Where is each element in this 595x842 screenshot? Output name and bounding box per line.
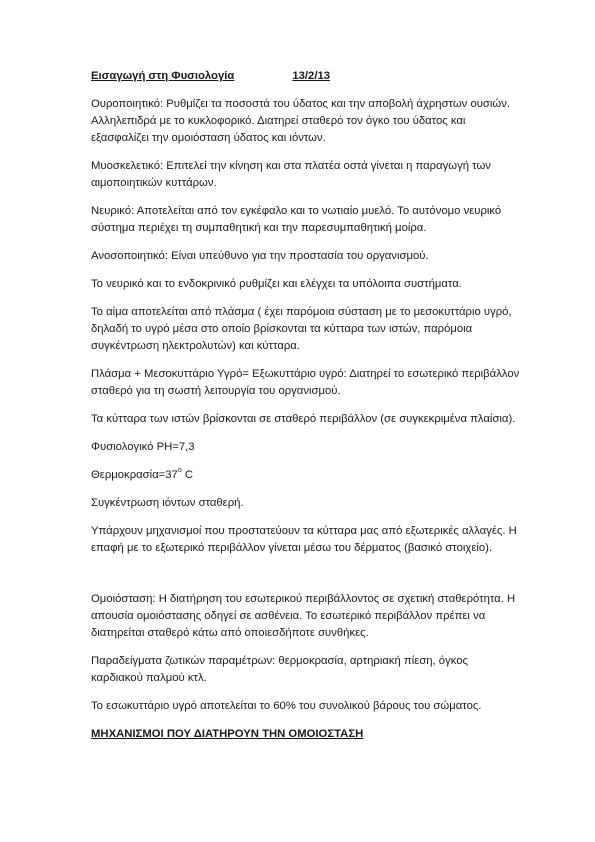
paragraph-vital-parameters: Παραδείγματα ζωτικών παραμέτρων: θερμοκρασία, αρτηριακή πίεση, όγκος καρδιακού παλμού κτλ. [91, 655, 468, 684]
paragraph-ion-concentration: Συγκέντρωση ιόντων σταθερή. [91, 497, 244, 509]
paragraph-protection-mechanisms: Υπάρχουν μηχανισμοί που προστατεύουν τα κύτταρα μας από εξωτερικές αλλαγές. Η επαφή με το εξωτερικό περιβάλλον γίνεται μέσω του δέρματος (βασικό στοιχείο). [91, 525, 517, 554]
degree-symbol: o [177, 467, 182, 475]
paragraph-nervous: Νευρικό: Αποτελείται από τον εγκέφαλο και το νωτιαίο μυελό. Το αυτόνομο νευρικό σύστημα περιέχει τη συμπαθητική και την παρεσυμπαθητική μοίρα. [91, 205, 502, 234]
document-date: 13/2/13 [292, 70, 331, 82]
document-title: Εισαγωγή στη Φυσιολογία [91, 70, 235, 82]
paragraph-blood: Το αίμα αποτελείται από πλάσμα ( έχει παρόμοια σύσταση με το μεσοκυττάριο υγρό, δηλαδή το υγρό μέσα στο οποίο βρίσκονται τα κύτταρα των ιστών, παρόμοια συγκέντρωση ηλεκτρολυτών) και κύτταρα. [91, 306, 512, 352]
temperature-value: Θερμοκρασία=37 [91, 469, 178, 481]
paragraph-temperature [91, 467, 521, 484]
paragraph-regulation: Το νευρικό και το ενδοκρινικό ρυθμίζει και ελέγχει τα υπόλοιπα συστήματα. [91, 278, 462, 290]
paragraph-intracellular-fluid: Το εσωκυττάριο υγρό αποτελείται το 60% του συνολικού βάρους του σώματος. [91, 700, 482, 712]
paragraph-tissue-cells: Τα κύτταρα των ιστών βρίσκονται σε σταθερό περιβάλλον (σε συγκεκριμένα πλαίσια). [91, 413, 516, 425]
temperature-unit: C [181, 469, 194, 481]
paragraph-musculoskeletal: Μυοσκελετικό: Επιτελεί την κίνηση και στα πλατέα οστά γίνεται η παραγωγή των αιμοποιητικών κυττάρων. [91, 160, 491, 189]
section-heading-mechanisms: ΜΗΧΑΝΙΣΜΟΙ ΠΟΥ ΔΙΑΤΗΡΟΥΝ ΤΗΝ ΟΜΟΙΟΣΤΑΣΗ [91, 728, 364, 740]
paragraph-immune: Ανοσοποιητικό: Είναι υπεύθυνο για την προστασία του οργανισμού. [91, 250, 429, 262]
paragraph-homeostasis: Ομοιόσταση: Η διατήρηση του εσωτερικού περιβάλλοντος σε σχετική σταθερότητα. Η απουσία ομοιόστασης οδηγεί σε ασθένεια. Το εσωτερικό περιβάλλον πρέπει να διατηρείται σταθερό κάτω από οποιεσδήποτε συνθήκες. [91, 593, 516, 639]
paragraph-ph: Φυσιολογικό PH=7,3 [91, 441, 195, 453]
document-body [91, 68, 521, 743]
document-header [91, 68, 521, 85]
paragraph-urinary: Ουροποιητικό: Ρυθμίζει τα ποσοστά του ύδατος και την αποβολή άχρηστων ουσιών. Αλληλεπιδρά με το κυκλοφορικό. Διατηρεί σταθερό τον όγκο του ύδατος και εξασφαλίζει την ομοιόσταση ύδατος και ιόντων. [91, 98, 511, 144]
paragraph-extracellular-fluid: Πλάσμα + Μεσοκυττάριο Υγρό= Εξωκυττάριο υγρό: Διατηρεί το εσωτερικό περιβάλλον σταθερό για τη σωστή λειτουργία του οργανισμού. [91, 368, 520, 397]
